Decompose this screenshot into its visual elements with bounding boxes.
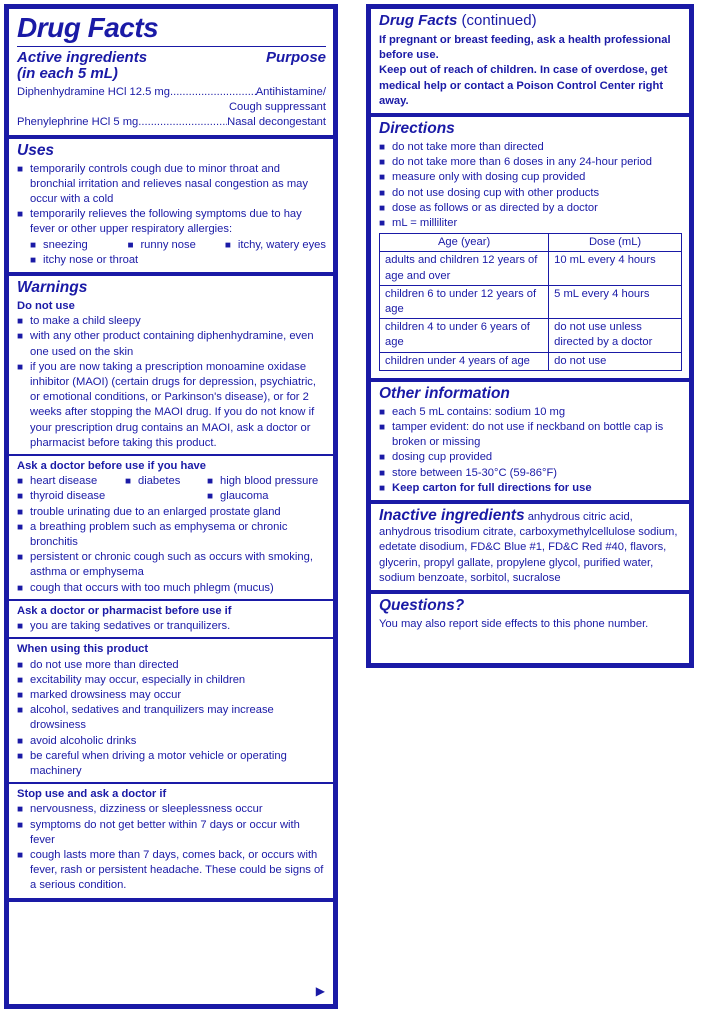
condition-item: ■ high blood pressure: [207, 474, 326, 489]
directions-heading: Directions: [379, 120, 455, 138]
symptom-item: ■ sneezing: [30, 238, 127, 253]
ask-doctor-subsection: [9, 454, 333, 596]
other-info-item: ■ dosing cup provided: [379, 450, 682, 465]
symptoms-row: [17, 238, 326, 253]
dose-cell: 10 mL every 4 hours: [549, 252, 682, 285]
symptom-item: ■ runny nose: [127, 238, 224, 253]
condition-item: ■ heart disease: [17, 474, 125, 489]
continued-label: (continued): [461, 12, 537, 29]
other-information-heading: Other information: [379, 384, 510, 402]
warning-item: ■ be careful when driving a motor vehicle or operating machinery: [17, 749, 326, 779]
ask-pharmacist-subsection: [9, 599, 333, 634]
leader-dots: [138, 115, 227, 130]
continued-section: [371, 9, 689, 117]
inactive-ingredients-heading: Inactive ingredients: [379, 507, 525, 525]
ingredient-purpose: Nasal decongestant: [227, 116, 326, 129]
table-row: [380, 352, 682, 370]
condition-item: ■ a breathing problem such as emphysema or chronic bronchitis: [17, 520, 326, 550]
ingredient-purpose-continued: Cough suppressant: [228, 101, 326, 114]
continued-heading: [379, 12, 682, 30]
active-ingredient-row: [17, 115, 326, 130]
uses-item: ■ temporarily relieves the following symptoms due to hay fever or other upper respiratory allergies:: [17, 207, 326, 237]
age-cell: children 4 to under 6 years of age: [380, 319, 549, 352]
uses-heading: Uses: [17, 141, 55, 159]
inactive-ingredients-list: anhydrous citric acid, anhydrous trisodium citrate, carboxymethylcellulose sodium, edetate disodium, FD&C Blue #1, FD&C Red #40, flavors, glycerin, propyl gallate, propylene glycol, purified water, sodium benzoate, sorbitol, sucralose: [379, 511, 678, 584]
direction-item: ■ mL = milliliter: [379, 216, 682, 231]
ingredient-purpose: Antihistamine/: [255, 86, 326, 98]
warnings-heading: Warnings: [17, 279, 88, 297]
age-cell: children 6 to under 12 years of age: [380, 285, 549, 318]
ingredient-name: Diphenhydramine HCl 12.5 mg: [17, 86, 170, 98]
questions-section: [371, 594, 689, 636]
inactive-ingredients-text: [379, 507, 682, 586]
warning-item: ■ alcohol, sedatives and tranquilizers may increase drowsiness: [17, 703, 326, 733]
warning-item: ■ to make a child sleepy: [17, 314, 326, 329]
warning-item: ■ with any other product containing diphenhydramine, even one used on the skin: [17, 329, 326, 359]
warning-item: ■ nervousness, dizziness or sleeplessness occur: [17, 802, 326, 817]
active-ingredient-row: [17, 85, 326, 100]
age-cell: children under 4 years of age: [380, 352, 549, 370]
dose-column-header: Dose (mL): [549, 234, 682, 252]
pregnant-warning: If pregnant or breast feeding, ask a health professional before use.: [379, 34, 671, 62]
other-info-item: ■ Keep carton for full directions for use: [379, 481, 682, 496]
leader-dots: [170, 85, 256, 100]
per-dose-label: (in each 5 mL): [17, 65, 118, 82]
symptom-item: ■ itchy, watery eyes: [225, 238, 326, 253]
do-not-use-heading: Do not use: [17, 300, 75, 313]
inactive-ingredients-section: [371, 504, 689, 594]
warnings-section: [9, 276, 333, 902]
directions-section: [371, 117, 689, 382]
other-info-item: ■ store between 15-30°C (59-86°F): [379, 466, 682, 481]
warning-item: ■ marked drowsiness may occur: [17, 688, 326, 703]
questions-heading: Questions?: [379, 597, 465, 615]
uses-item: ■ temporarily controls cough due to minor throat and bronchial irritation and relieves nasal congestion as may occur with a cold: [17, 162, 326, 208]
stop-use-subsection: [9, 782, 333, 893]
title-section: [9, 9, 333, 139]
direction-item: ■ do not take more than directed: [379, 140, 682, 155]
ingredient-name: Phenylephrine HCl 5 mg: [17, 116, 139, 129]
uses-section: [9, 139, 333, 276]
age-column-header: Age (year): [380, 234, 549, 252]
ask-doctor-heading: Ask a doctor before use if you have: [17, 460, 206, 473]
condition-item: ■ cough that occurs with too much phlegm (mucus): [17, 581, 326, 596]
condition-item: ■ persistent or chronic cough such as occurs with smoking, asthma or emphysema: [17, 550, 326, 580]
condition-item: ■ diabetes: [125, 474, 207, 489]
drug-facts-title: Drug Facts: [17, 12, 326, 47]
purpose-label: Purpose: [265, 49, 326, 66]
warning-item: ■ symptoms do not get better within 7 days or occur with fever: [17, 818, 326, 848]
dose-cell: 5 mL every 4 hours: [549, 285, 682, 318]
direction-item: ■ do not take more than 6 doses in any 24-hour period: [379, 155, 682, 170]
warning-item: ■ you are taking sedatives or tranquilizers.: [17, 619, 326, 634]
drug-facts-left-panel: [4, 4, 338, 1009]
table-row: [380, 319, 682, 352]
age-cell: adults and children 12 years of age and over: [380, 252, 549, 285]
condition-row: [17, 474, 326, 489]
condition-item: ■ trouble urinating due to an enlarged prostate gland: [17, 505, 326, 520]
dosing-table: [379, 233, 682, 371]
direction-item: ■ measure only with dosing cup provided: [379, 170, 682, 185]
dose-cell: do not use: [549, 352, 682, 370]
stop-use-heading: Stop use and ask a doctor if: [17, 788, 167, 801]
table-row: [380, 285, 682, 318]
condition-item: ■ thyroid disease: [17, 489, 207, 504]
warning-item: ■ if you are now taking a prescription monoamine oxidase inhibitor (MAOI) (certain drugs for depression, psychiatric, or emotional conditions, or Parkinson's disease), or for 2 weeks after stopping the MAOI drug. If you do not know if your prescription drug contains an MAOI, ask a doctor or pharmacist before taking this product.: [17, 360, 326, 451]
when-using-heading: When using this product: [17, 643, 149, 656]
other-info-item: ■ each 5 mL contains: sodium 10 mg: [379, 405, 682, 420]
active-ingredients-label: Active ingredients: [17, 49, 148, 66]
condition-row: [17, 489, 326, 504]
dosing-table-header: [380, 234, 682, 252]
keep-out-warning: Keep out of reach of children. In case of overdose, get medical help or contact a Poison Control Center right away.: [379, 64, 668, 107]
ask-pharmacist-heading: Ask a doctor or pharmacist before use if: [17, 604, 232, 617]
other-info-item: ■ tamper evident: do not use if neckband on bottle cap is broken or missing: [379, 420, 682, 450]
symptom-item: ■ itchy nose or throat: [30, 253, 326, 268]
direction-item: ■ do not use dosing cup with other products: [379, 186, 682, 201]
other-information-section: [371, 382, 689, 504]
questions-text: You may also report side effects to this phone number.: [379, 618, 649, 631]
table-row: [380, 252, 682, 285]
active-ingredients-heading: [17, 50, 326, 66]
dose-cell: do not use unless directed by a doctor: [549, 319, 682, 352]
warning-item: ■ avoid alcoholic drinks: [17, 734, 326, 749]
condition-item: ■ glaucoma: [207, 489, 326, 504]
continued-arrow-icon: ▶: [315, 984, 325, 998]
drug-facts-right-panel: [366, 4, 694, 668]
continued-title: Drug Facts: [379, 12, 458, 29]
warning-item: ■ excitability may occur, especially in children: [17, 673, 326, 688]
warning-item: ■ do not use more than directed: [17, 658, 326, 673]
active-ingredients-subheading: [17, 66, 326, 82]
direction-item: ■ dose as follows or as directed by a doctor: [379, 201, 682, 216]
warning-item: ■ cough lasts more than 7 days, comes back, or occurs with fever, rash or persistent headache. These could be signs of a serious condition.: [17, 848, 326, 894]
when-using-subsection: [9, 637, 333, 779]
